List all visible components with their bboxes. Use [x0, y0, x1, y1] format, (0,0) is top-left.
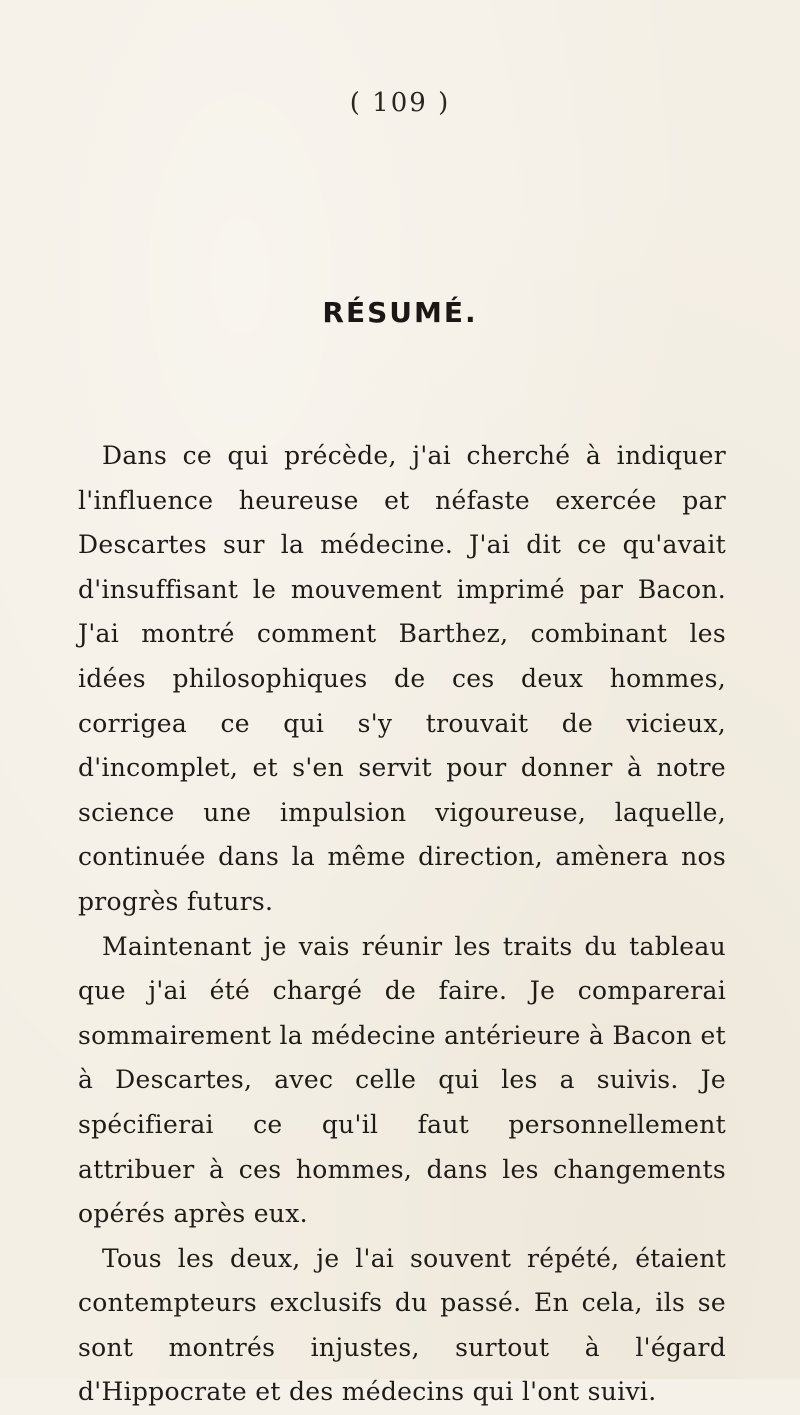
body-text	[78, 434, 726, 1415]
paragraph: Maintenant je vais réunir les traits du tableau que j'ai été chargé de faire. Je comparerai sommairement la médecine antérieure à Bacon et à Descartes, avec celle qui les a suivis. Je spécifierai ce qu'il faut personnellement attribuer à ces hommes, dans les changements opérés après eux.	[78, 931, 726, 1229]
page-number: ( 109 )	[349, 88, 451, 118]
paragraph: Tous les deux, je l'ai souvent répété, étaient contempteurs exclusifs du passé. En cela, ils se sont montrés injustes, surtout à l'égard d'Hippocrate et des médecins qui l'ont suivi.	[78, 1243, 726, 1407]
paragraph: Dans ce qui précède, j'ai cherché à indiquer l'influence heureuse et néfaste exercée par Descartes sur la médecine. J'ai dit ce qu'avait d'insuffisant le mouvement imprimé par Bacon. J'ai montré comment Barthez, combinant les idées philosophiques de ces deux hommes, corrigea ce qui s'y trouvait de vicieux, d'incomplet, et s'en servit pour donner à notre science une impulsion vigoureuse, laquelle, continuée dans la même direction, amènera nos progrès futurs.	[78, 441, 726, 916]
section-title: RÉSUMÉ.	[322, 296, 478, 329]
